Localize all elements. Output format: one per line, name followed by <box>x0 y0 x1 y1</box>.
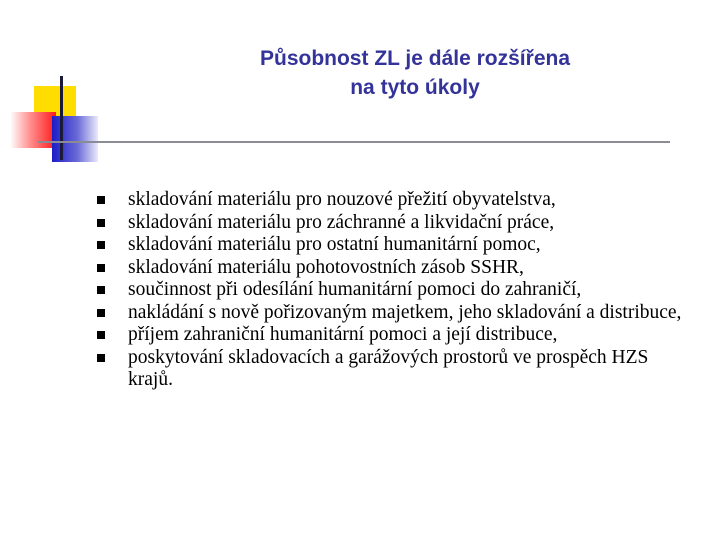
square-bullet-icon <box>97 286 105 294</box>
bullet-item <box>97 234 697 257</box>
bullet-item <box>97 302 697 325</box>
slide-title <box>190 44 640 102</box>
bullet-text: příjem zahraniční humanitární pomoci a její distribuce, <box>128 324 558 345</box>
square-bullet-icon <box>97 219 105 227</box>
bullet-text: nakládání s nově pořizovaným majetkem, jeho skladování a distribuce, <box>128 301 682 323</box>
bullet-item <box>97 279 697 302</box>
decor-horizontal-rule <box>38 141 670 143</box>
square-bullet-icon <box>97 331 105 339</box>
bullet-list <box>97 189 697 392</box>
bullet-text: skladování materiálu pro záchranné a likvidační práce, <box>128 211 555 233</box>
square-bullet-icon <box>97 196 105 204</box>
square-bullet-icon <box>97 354 105 362</box>
bullet-text: skladování materiálu pro ostatní humanitární pomoc, <box>128 234 541 255</box>
decor-vertical-rule <box>60 76 63 160</box>
square-bullet-icon <box>97 264 105 272</box>
decor-blue-square <box>52 116 98 162</box>
bullet-item <box>97 212 697 235</box>
bullet-text: skladování materiálu pohotovostních zásob SSHR, <box>128 256 524 278</box>
bullet-item <box>97 257 697 280</box>
square-bullet-icon <box>97 241 105 249</box>
slide-title-line-1: Působnost ZL je dále rozšířena <box>259 47 571 70</box>
slide-title-line-2: na tyto úkoly <box>350 76 480 99</box>
bullet-text: poskytování skladovacích a garážových prostorů ve prospěch HZS krajů. <box>128 346 649 390</box>
bullet-item <box>97 347 697 392</box>
bullet-text: součinnost při odesílání humanitární pomoci do zahraničí, <box>128 279 582 300</box>
bullet-item <box>97 189 697 212</box>
square-bullet-icon <box>97 309 105 317</box>
bullet-item <box>97 324 697 347</box>
bullet-text: skladování materiálu pro nouzové přežití obyvatelstva, <box>128 189 556 210</box>
